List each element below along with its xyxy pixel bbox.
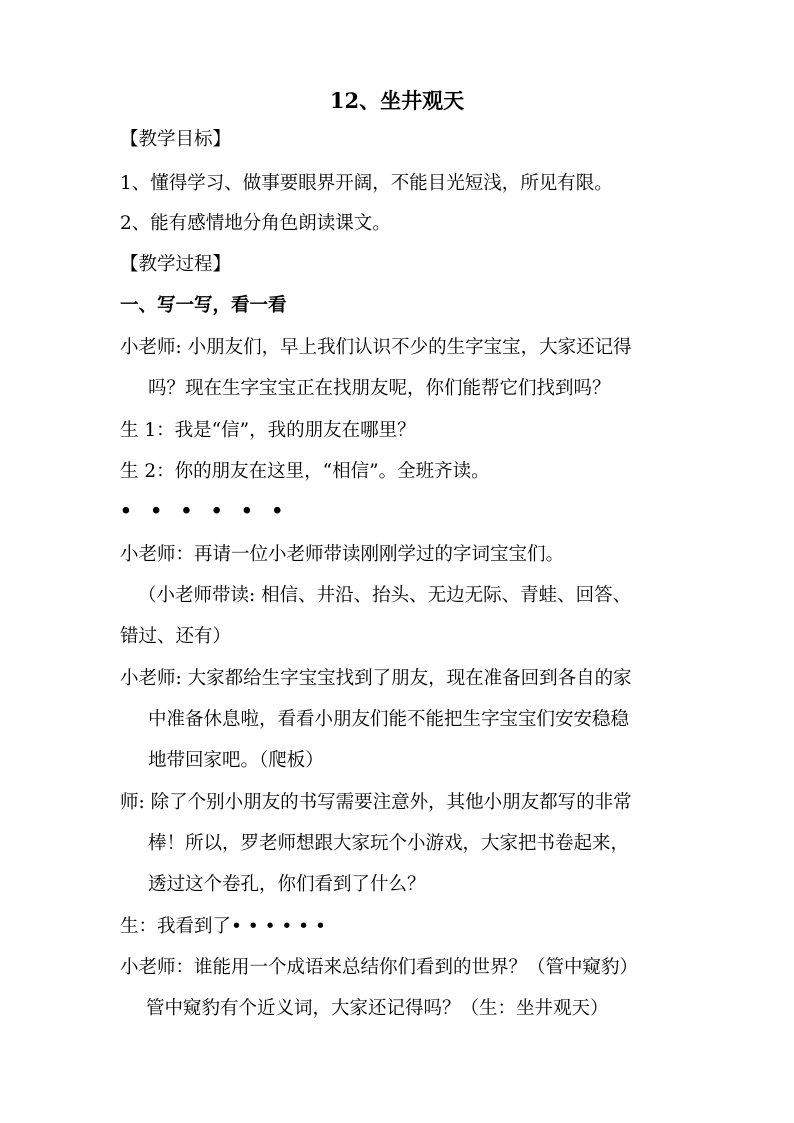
dialogue-line-continued: 吗？现在生字宝宝正在找朋友呢，你们能帮它们找到吗？ [148,378,611,399]
ellipsis-dots: • • • • • • [120,501,290,522]
dialogue-line: 生 2：你的朋友在这里，“相信”。全班齐读。 [120,461,490,482]
dialogue-line-continued: 中准备休息啦，看看小朋友们能不能把生字宝宝们安安稳稳 [148,709,630,730]
dialogue-line: （小老师带读: 相信、井沿、抬头、无边无际、青蛙、回答、 [138,585,632,606]
dialogue-line-continued: 棒！所以，罗老师想跟大家玩个小游戏，大家把书卷起来， [148,833,630,854]
subheading-write-look: 一、写一写，看一看 [120,295,287,316]
section-heading-objectives: 【教学目标】 [120,129,232,150]
dialogue-line: 小老师: 小朋友们，早上我们认识不少的生字宝宝，大家还记得 [120,337,632,358]
dialogue-line: 师: 除了个别小朋友的书写需要注意外，其他小朋友都写的非常 [120,792,632,813]
dialogue-line: 小老师：再请一位小老师带读刚刚学过的字词宝宝们。 [120,544,565,565]
objective-1: 1、懂得学习、做事要眼界开阔，不能目光短浅，所见有限。 [120,173,613,194]
dialogue-line: 小老师：谁能用一个成语来总结你们看到的世界？（管中窥豹） [120,957,639,978]
section-heading-process: 【教学过程】 [120,254,232,275]
dialogue-line-continued: 管中窥豹有个近义词，大家还记得吗？（生：坐井观天） [146,998,609,1019]
dialogue-line: 生：我看到了• • • • • • [120,916,326,937]
dialogue-line-continued: 错过、还有） [120,626,232,647]
dialogue-line-continued: 地带回家吧。（爬板） [148,750,324,771]
dialogue-line: 小老师: 大家都给生字宝宝找到了朋友，现在准备回到各自的家 [120,668,632,689]
objective-2: 2、能有感情地分角色朗读课文。 [120,213,391,234]
dialogue-line-continued: 透过这个卷孔，你们看到了什么？ [148,874,426,895]
dialogue-line: 生 1：我是“信”，我的朋友在哪里？ [120,420,416,441]
page-title: 12、坐井观天 [329,88,465,113]
